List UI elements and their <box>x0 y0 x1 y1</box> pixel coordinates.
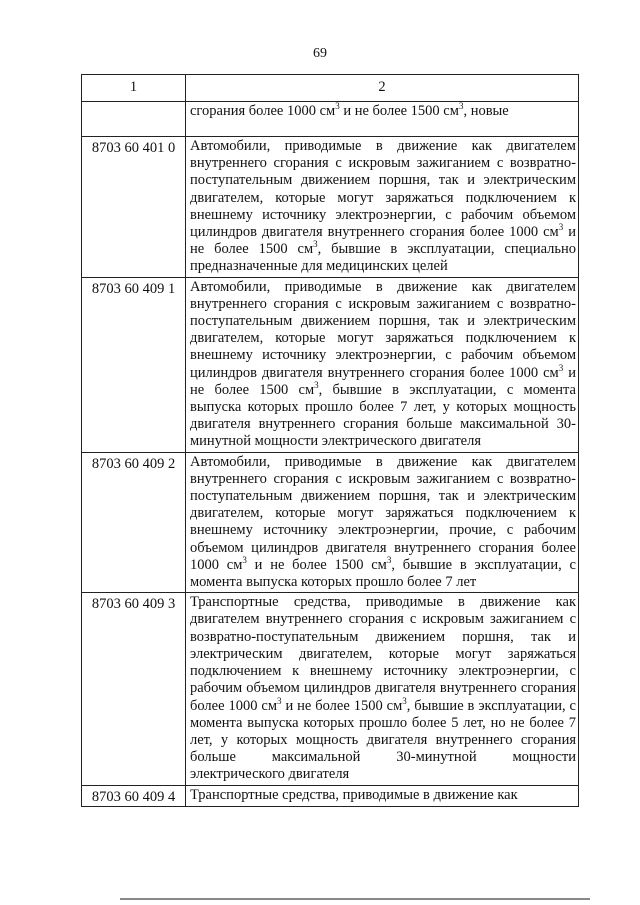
commodity-description: Автомобили, приводимые в движение как двигателем внутреннего сгорания с искровым зажиганием с возвратно-поступательным движением поршня, так и электрическим двигателем, которые могут заряжаться подключением к внешнему источнику электроэнергии, прочие, с рабочим объемом цилиндров двигателя внутреннего сгорания более 1000 $см^3$ и не более 1500 $см^3$, бывшие в эксплуатации, с момента выпуска которых прошло более 7 лет <box>186 452 579 593</box>
commodity-description: сгорания более 1000 $см^3$ и не более 1500 $см^3$, новые <box>186 102 579 137</box>
commodity-code: 8703 60 409 1 <box>82 277 186 452</box>
commodity-description: Транспортные средства, приводимые в движение как двигателем внутреннего сгорания с искровым зажиганием с возвратно-поступательным движением поршня, так и электрическим двигателем, которые могут заряжаться подключением к внешнему источнику электроэнергии, с рабочим объемом цилиндров двигателя внутреннего сгорания более 1000 $см^3$ и не более 1500 $см^3$, бывшие в эксплуатации, с момента выпуска которых прошло более 5 лет, но не более 7 лет, у которых мощность двигателя внутреннего сгорания больше максимальной 30-минутной мощности электрического двигателя <box>186 593 579 785</box>
commodity-code: 8703 60 409 4 <box>82 785 186 806</box>
commodity-description: Автомобили, приводимые в движение как двигателем внутреннего сгорания с искровым зажиганием с возвратно-поступательным движением поршня, так и электрическим двигателем, которые могут заряжаться подключением к внешнему источнику электроэнергии, с рабочим объемом цилиндров двигателя внутреннего сгорания более 1000 $см^3$ и не более 1500 $см^3$, бывшие в эксплуатации, специально предназначенные для медицинских целей <box>186 137 579 278</box>
table-row <box>82 137 579 278</box>
commodity-description: Автомобили, приводимые в движение как двигателем внутреннего сгорания с искровым зажиганием с возвратно-поступательным движением поршня, так и электрическим двигателем, которые могут заряжаться подключением к внешнему источнику электроэнергии, с рабочим объемом цилиндров двигателя внутреннего сгорания более 1000 $см^3$ и не более 1500 $см^3$, бывшие в эксплуатации, с момента выпуска которых прошло более 7 лет, у которых мощность двигателя внутреннего сгорания больше максимальной 30-минутной мощности электрического двигателя <box>186 277 579 452</box>
column-header-2: 2 <box>186 75 579 102</box>
commodity-description: Транспортные средства, приводимые в движение как <box>186 785 579 806</box>
tariff-table <box>81 74 579 807</box>
page-number: 69 <box>313 46 327 61</box>
commodity-code <box>82 102 186 137</box>
commodity-code: 8703 60 401 0 <box>82 137 186 278</box>
table-header-row <box>82 75 579 102</box>
table-row <box>82 277 579 452</box>
commodity-code: 8703 60 409 3 <box>82 593 186 785</box>
table-row <box>82 593 579 785</box>
table-row <box>82 785 579 806</box>
column-header-1: 1 <box>82 75 186 102</box>
table-row <box>82 452 579 593</box>
scan-edge-line <box>120 898 590 900</box>
table-row <box>82 102 579 137</box>
commodity-code: 8703 60 409 2 <box>82 452 186 593</box>
